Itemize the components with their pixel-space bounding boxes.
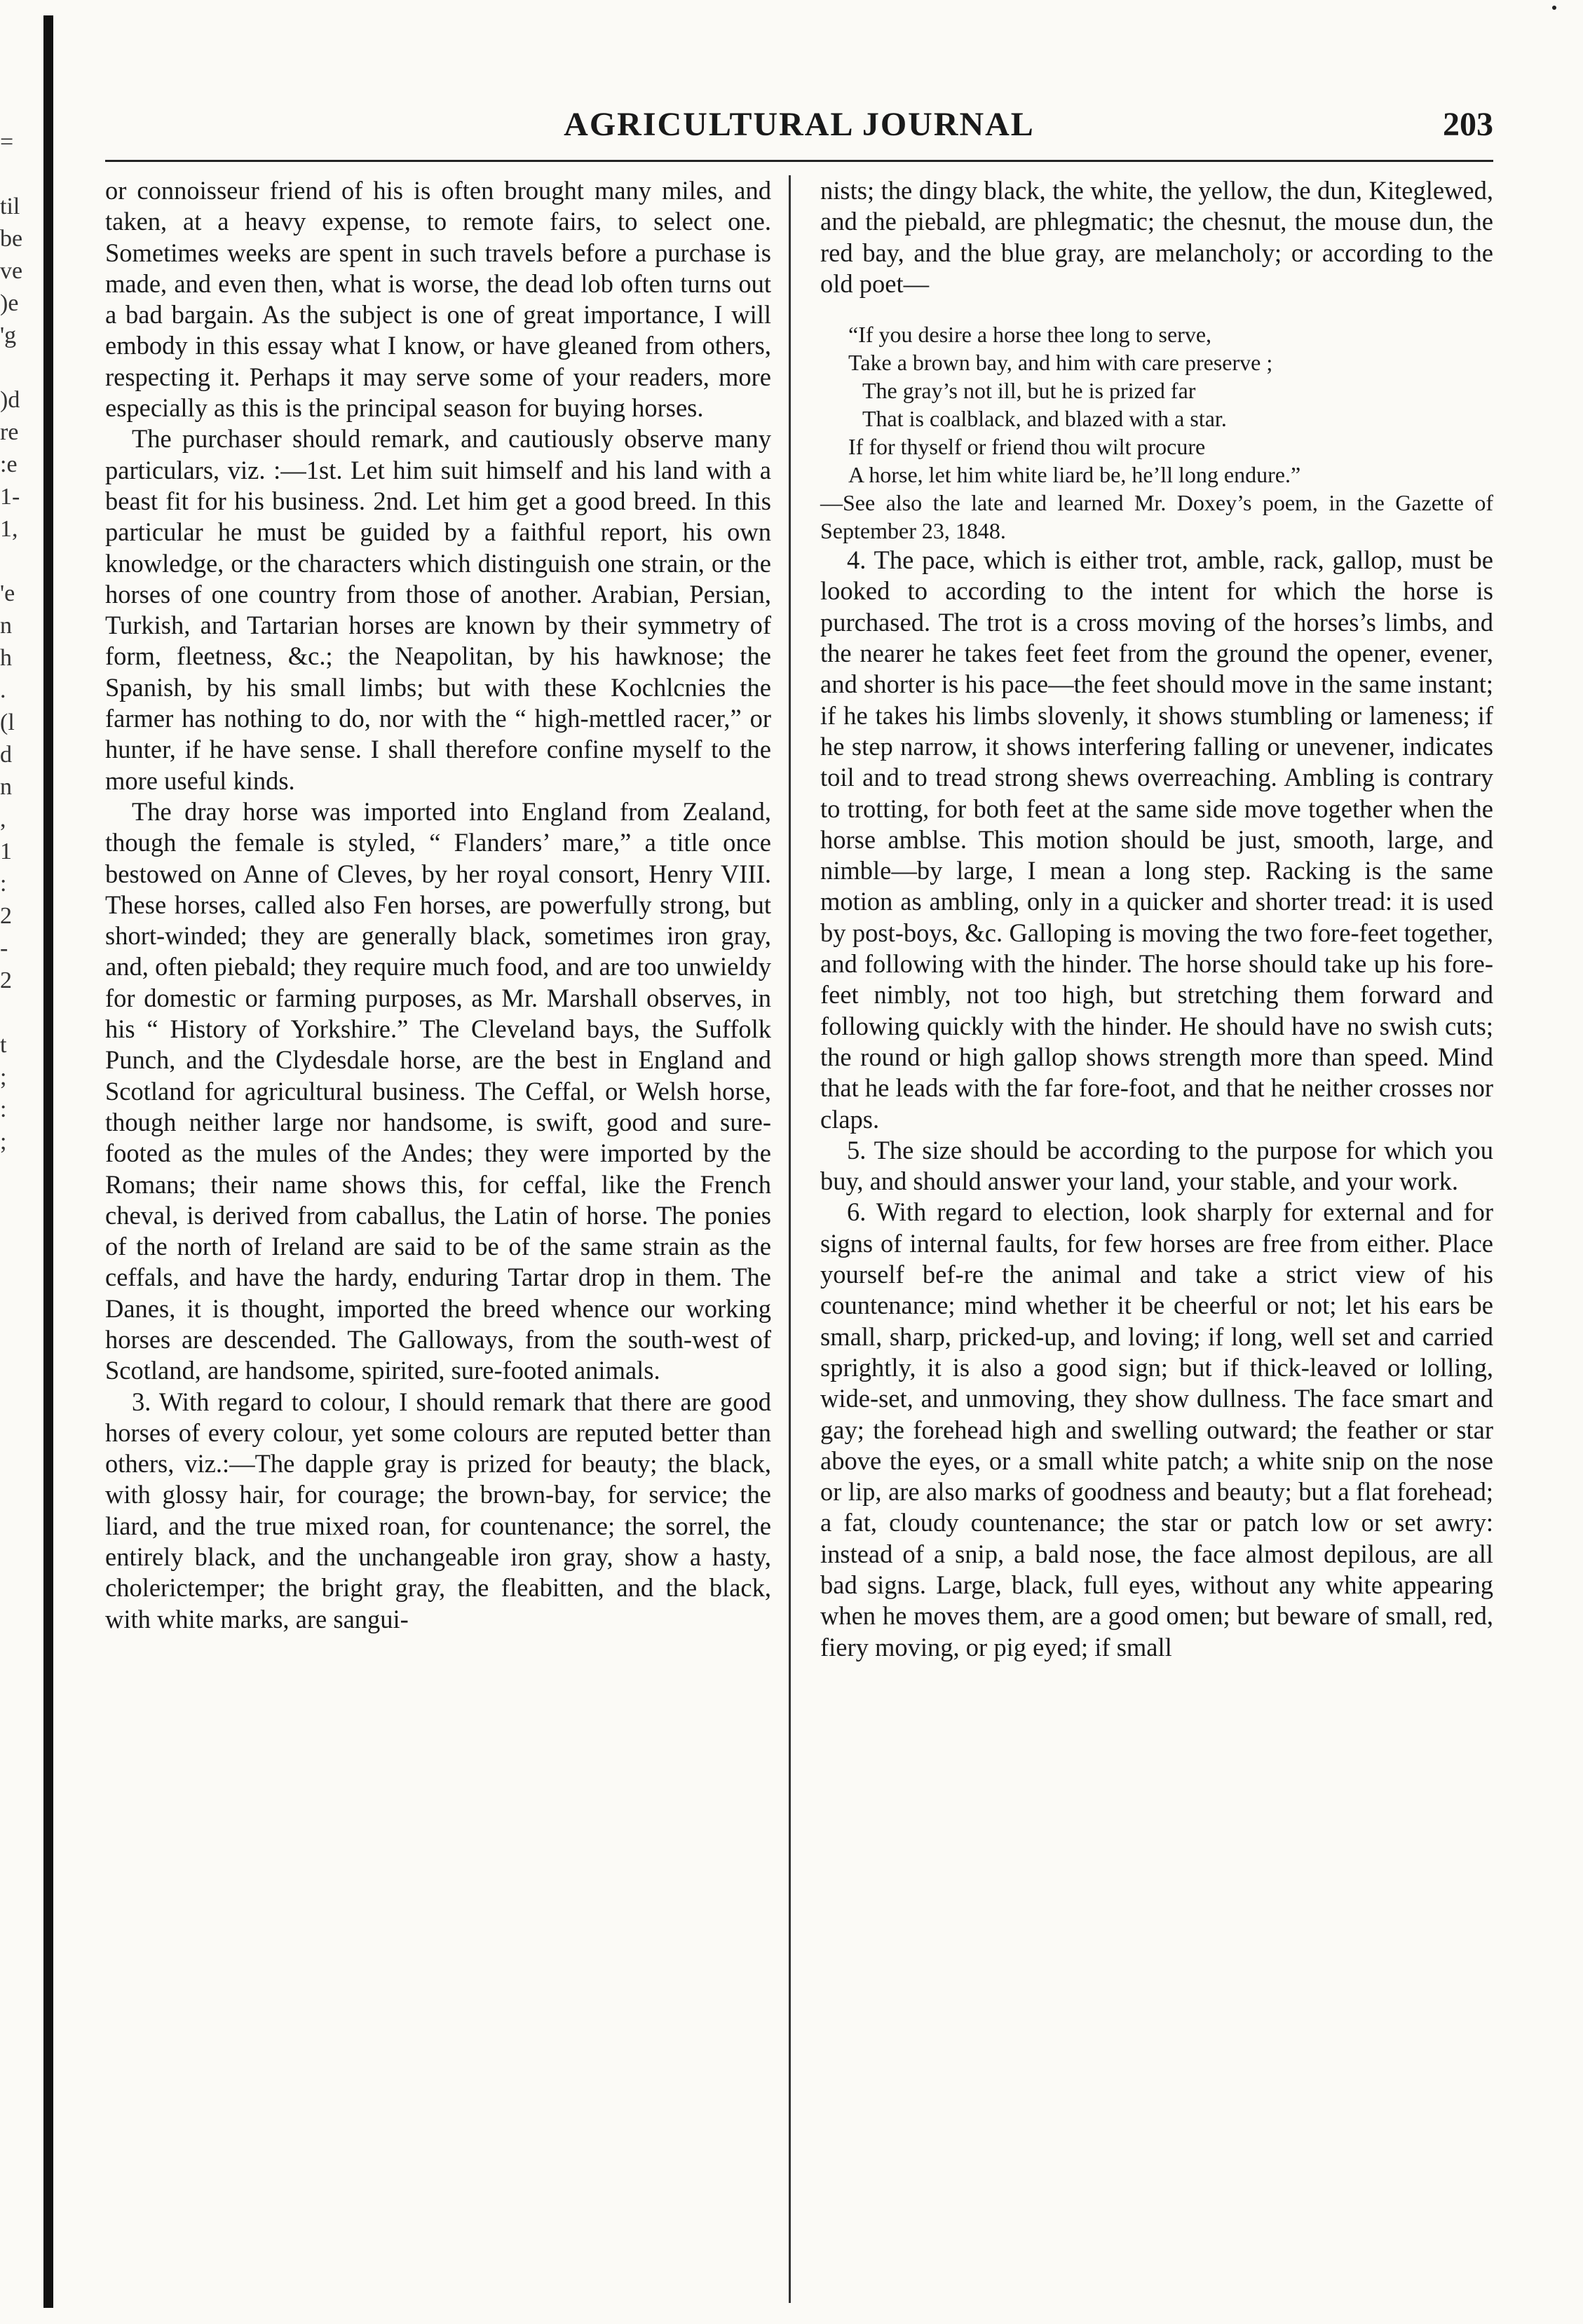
poem-line: “If you desire a horse thee long to serve, [848,322,1212,348]
paragraph: 4. The pace, which is either trot, amble, rack, gallop, must be looked to according to the intent for which the horse is purchased. The trot is a cross moving of the horses’s limbs, and the nearer he takes feet feet from the ground the opener, evener, and shorter is his pace—the feet should move in the same instant; if he takes his limbs slovenly, it shows stumbling or lameness; if he step narrow, it shows interfering falling or unevener, indicates toil and to tread strong shews overreaching. Ambling is contrary to trotting, for both feet at the same side move together when the horse amblse. This motion should be just, smooth, large, and nimble—by large, I mean a long step. Racking is the same motion as ambling, only in a quicker and shorter tread: it is used by post-boys, &c. Galloping is moving the two fore-feet together, and following with the hinder. The horse should take up his fore-feet nimbly, not too high, but stretching them forward and following quickly with the hinder. He should have no swish cuts; the round or high gallop shows strength more than speed. Mind that he leads with the far fore-foot, and that he neither crosses nor claps. [820,545,1493,1134]
citation-note: —See also the late and learned Mr. Doxey’s poem, in the Gazette of September 23, 1848. [820,490,1493,544]
running-title: AGRICULTURAL JOURNAL [564,106,1035,143]
column-divider [789,175,791,2303]
paragraph: nists; the dingy black, the white, the yellow, the dun, Kiteglewed, and the piebald, are phlegmatic; the chesnut, the mouse dun, the red bay, and the blue gray, are melancholy; or according to the old poet— [820,176,1493,298]
poem-line: Take a brown bay, and him with care preserve ; [848,350,1273,376]
page-number: 203 [1443,106,1493,143]
paragraph: 5. The size should be according to the purpose for which you buy, and should answer your land, your stable, and your work. [820,1135,1493,1196]
paragraph: The dray horse was imported into England from Zealand, though the female is styled, “ Flanders’ mare,” a title once bestowed on Anne of Cleves, by her royal consort, Henry VIII. These horses, called also Fen horses, are powerfully strong, but short-winded; they are generally black, sometimes iron gray, and, often piebald; they require much food, and are too unwieldy for domestic or farming purposes, as Mr. Marshall observes, in his “ History of Yorkshire.” The Cleveland bays, the Suffolk Punch, and the Clydesdale horse, are the best in England and Scotland for agricultural business. The Ceffal, or Welsh horse, though neither large nor handsome, is swift, good and sure-footed as the mules of the Andes; they were imported by the Romans; their name shows this, for ceffal, like the French cheval, is derived from caballus, the Latin of horse. The ponies of the north of Ireland are said to be of the same strain as the ceffals, and have the hardy, enduring Tartar drop in them. The Danes, it is thought, imported the breed whence our working horses are descended. The Galloways, from the south-west of Scotland, are handsome, spirited, sure-footed animals. [105,796,771,1385]
page-header [105,105,1493,154]
paragraph: The purchaser should remark, and cautiously observe many particulars, viz. :—1st. Let him suit himself and his land with a beast fit for his business. 2nd. Let him get a good breed. In this particular he must be guided by a faithful report, his own knowledge, or the characters which distinguish one strain, or the horses of one country from those of another. Arabian, Persian, Turkish, and Tartarian horses are known by their symmetry of form, fleetness, &c.; the Neapolitan, by his hawknose; the Spanish, by his small limbs; but with these Kochlcnies the farmer has nothing to do, nor with the “ high-mettled racer,” or hunter, if he have sense. I shall therefore confine myself to the more useful kinds. [105,424,771,795]
margin-fragments: = til be ve )e 'g )d re :e 1- 1, 'e n h . (l d n , 1 : 2 - 2 t ; : ; [0,129,23,1155]
poem-line: The gray’s not ill, but he is prized far [862,378,1196,404]
paragraph: 6. With regard to election, look sharply for external and for signs of internal faults, for few horses are free from either. Place yourself bef-re the animal and take a strict view of his countenance; mind whether it be cheerful or not; let his ears be small, sharp, pricked-up, and loving; if long, well set and carried sprightly, it is also a good sign; but if thick-leaved or lolling, wide-set, and unmoving, they show dullness. The face smart and gay; the forehead high and swelling outward; the feather or star above the eyes, or a small white patch; a white snip on the nose or lip, are also marks of goodness and beauty; but a flat forehead; a fat, cloudy countenance; the star or patch low or set awry: instead of a snip, a bald nose, the face almost depilous, are all bad signs. Large, black, full eyes, without any white appearing when he moves them, are a good omen; but beware of small, red, fiery moving, or pig eyed; if small [820,1197,1493,1662]
right-column [820,175,1493,1663]
header-rule [105,160,1493,162]
poem-quote [848,320,1493,489]
paragraph: or connoisseur friend of his is often brought many miles, and taken, at a heavy expense, to remote fairs, to select one. Sometimes weeks are spent in such travels before a purchase is made, and even then, what is worse, the dead lob often turns out a bad bargain. As the subject is one of great importance, I will embody in this essay what I know, or have gleaned from others, respecting it. Perhaps it may serve some of your readers, more especially as this is the principal season for buying horses. [105,176,771,423]
binding-edge [43,15,53,2308]
poem-line: If for thyself or friend thou wilt procure [848,434,1206,460]
poem-line: That is coalblack, and blazed with a star. [862,406,1227,432]
left-column [105,175,771,1635]
paragraph: 3. With regard to colour, I should remark that there are good horses of every colour, yet some colours are reputed better than others, viz.:—The dapple gray is prized for beauty; the black, with glossy hair, for courage; the brown-bay, for service; the liard, and the true mixed roan, for countenance; the sorrel, the entirely black, and the unchangeable iron gray, show a hasty, cholerictemper; the bright gray, the fleabitten, and the black, with white marks, are sangui- [105,1387,771,1633]
poem-line: A horse, let him white liard be, he’ll long endure.” [848,462,1301,488]
margin-dot [1552,6,1556,10]
